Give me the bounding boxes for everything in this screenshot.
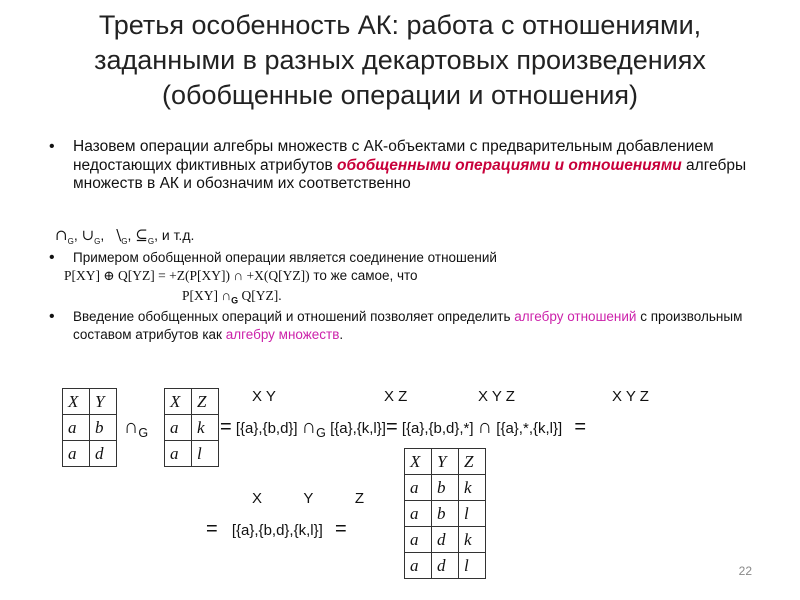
- cap-symbol: ∩: [301, 416, 317, 438]
- table-cell: a: [63, 441, 90, 467]
- expr-ak-5: [{a},{b,d},{k,l}]: [231, 522, 323, 539]
- table-cell: a: [405, 475, 432, 501]
- formula-gen-b: Q[YZ].: [238, 288, 282, 303]
- table-cell: d: [432, 527, 459, 553]
- bullet-2: • Примером обобщенной операции является соединение отношений: [45, 249, 765, 267]
- bullet-1-highlight: обобщенными операциями и отношениями: [337, 156, 682, 174]
- slide-title: [0, 8, 800, 113]
- table-cell: l: [459, 501, 486, 527]
- cap-g-symbol: ∩: [55, 226, 68, 244]
- cap-symbol: ∩: [477, 416, 493, 438]
- setminus-g-symbol: \: [116, 226, 122, 244]
- formula-gen-a: P[XY] ∩: [182, 288, 232, 303]
- table-cell: a: [405, 553, 432, 579]
- table-header-cell: X: [165, 389, 192, 415]
- formula-gen-sub: G: [231, 295, 239, 306]
- header-xyz-3: X Y Z: [252, 490, 364, 507]
- bullet-3-part3: .: [339, 327, 344, 342]
- cap-sub: G: [138, 426, 149, 440]
- table-header-cell: X: [63, 389, 90, 415]
- expr-ak-4: [{a},*,{k,l}]: [496, 420, 563, 437]
- page-number: 22: [738, 564, 752, 578]
- cup-g-sub: G: [94, 236, 101, 246]
- table-cell: l: [192, 441, 219, 467]
- table-header-cell: X: [405, 449, 432, 475]
- ops-sep-1: ,: [73, 227, 78, 243]
- table-cell: b: [432, 501, 459, 527]
- table-cell: d: [90, 441, 117, 467]
- expr-row-1: [220, 416, 586, 440]
- equals-sign: =: [206, 518, 218, 540]
- table-cell: a: [165, 415, 192, 441]
- table-cell: b: [90, 415, 117, 441]
- title-line-1: Третья особенность АК: работа с отношениями,: [98, 10, 702, 40]
- formula-join: [64, 268, 418, 284]
- table-header-cell: Z: [192, 389, 219, 415]
- header-xy-1: X Y: [252, 388, 276, 405]
- ops-sep-2: ,: [100, 227, 105, 243]
- relation-table-xz: [164, 388, 219, 467]
- ops-tail: , и т.д.: [154, 227, 195, 243]
- equals-sign: =: [220, 416, 232, 438]
- table-cell: k: [459, 475, 486, 501]
- table-cell: a: [63, 415, 90, 441]
- formula-generalized: [182, 288, 282, 306]
- table-header-cell: Z: [459, 449, 486, 475]
- header-xyz-1: X Y Z: [478, 388, 515, 405]
- expr-row-2: [206, 518, 347, 541]
- formula-join-math: P[XY] ⊕ Q[YZ] = +Z(P[XY]) ∩ +X(Q[YZ]): [64, 268, 310, 283]
- ops-sep-3: ,: [127, 227, 132, 243]
- equals-sign: =: [334, 518, 347, 540]
- table-cell: a: [405, 501, 432, 527]
- cap-g-operator-1: [124, 416, 148, 440]
- equals-sign: =: [574, 416, 587, 438]
- bullet-list-top: [45, 138, 765, 194]
- title-line-2: заданными в разных декартовых произведениях: [94, 45, 706, 75]
- table-header-cell: Y: [90, 389, 117, 415]
- bullet-1-text: Назовем операции алгебры множеств с АК-объектами с предварительным добавлением недостающих фиктивных атрибутов: [73, 138, 714, 174]
- bullet-1-text-after: алгебры множеств в АК и обозначим их соответственно: [73, 156, 747, 192]
- subseteq-g-symbol: ⊆: [135, 226, 148, 244]
- equals-sign: =: [385, 416, 398, 438]
- setminus-g-sub: G: [121, 236, 128, 246]
- table-cell: a: [405, 527, 432, 553]
- bullet-3-part2: с произвольным составом атрибутов как: [73, 309, 743, 342]
- bullet-2-wrap: [45, 249, 765, 267]
- table-cell: k: [459, 527, 486, 553]
- generalized-ops-line: [55, 226, 194, 246]
- expr-ak-3: [{a},{b,d},*]: [401, 420, 474, 437]
- table-cell: d: [432, 553, 459, 579]
- cup-g-symbol: ∪: [81, 226, 95, 244]
- table-cell: a: [165, 441, 192, 467]
- subseteq-g-sub: G: [147, 236, 155, 246]
- bullet-3-part1: Введение обобщенных операций и отношений позволяет определить: [73, 309, 515, 324]
- table-cell: l: [459, 553, 486, 579]
- cap-sub: G: [316, 426, 326, 440]
- header-xz-1: X Z: [384, 388, 408, 405]
- expr-ak-2: [{a},{k,l}]: [330, 420, 386, 437]
- table-cell: b: [432, 475, 459, 501]
- cap-g-sub: G: [67, 236, 74, 246]
- header-xyz-2: X Y Z: [612, 388, 649, 405]
- title-line-3: (обобщенные операции и отношения): [161, 80, 639, 110]
- table-cell: k: [192, 415, 219, 441]
- formula-join-text: то же самое, что: [309, 268, 418, 283]
- table-header-cell: Y: [432, 449, 459, 475]
- link-set-algebra: алгебру множеств: [225, 327, 340, 342]
- bullet-3-wrap: [45, 308, 765, 344]
- expr-ak-1: [{a},{b,d}]: [235, 420, 298, 437]
- link-relation-algebra: алгебру отношений: [514, 309, 637, 324]
- relation-table-xy: [62, 388, 117, 467]
- relation-table-xyz: [404, 448, 486, 579]
- bullet-1: [45, 138, 765, 194]
- cap-symbol: ∩: [124, 416, 139, 438]
- bullet-3: [45, 308, 765, 344]
